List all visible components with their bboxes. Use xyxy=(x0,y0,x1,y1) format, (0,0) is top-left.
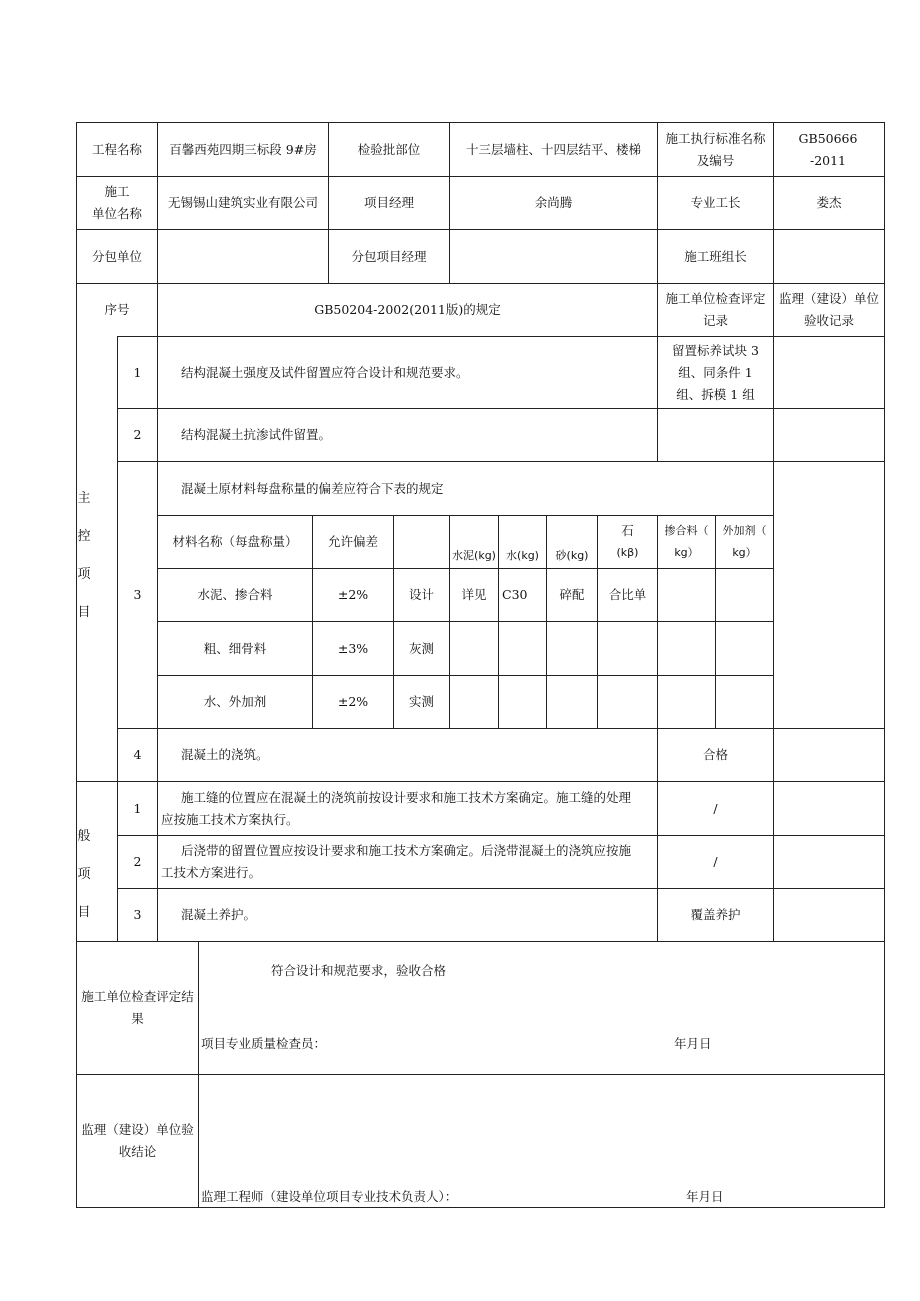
material-row-1-tolerance: ±2% xyxy=(337,587,369,602)
rule xyxy=(198,941,199,1208)
foreman-value: 娄杰 xyxy=(816,195,842,210)
general-item-1-line2: 应按施工技术方案执行。 xyxy=(161,811,299,827)
vertical-char: 项 xyxy=(77,567,91,582)
standard-code-part: GB50666 xyxy=(798,130,858,146)
vertical-char: 控 xyxy=(77,529,91,544)
supervisor-conclusion-label xyxy=(77,1075,198,1207)
main-item-1-supervisor xyxy=(774,337,884,408)
admix-line1: 掺合料（ xyxy=(664,524,709,537)
main-item-3-no: 3 xyxy=(133,587,142,602)
material-row-2-c3: 灰测 xyxy=(408,640,434,656)
general-item-2-line1: 后浇带的留置位置应按设计要求和施工技术方案确定。后浇带混凝土的浇筑应按施 xyxy=(181,843,632,858)
supervisor-date: 年月日 xyxy=(686,1189,724,1204)
team-leader-value xyxy=(774,230,884,283)
project-manager-value: 余尚腾 xyxy=(534,195,573,210)
general-item-3-text: 混凝土养护。 xyxy=(181,907,257,922)
material-header-blank xyxy=(394,516,449,568)
sub-pm-value xyxy=(450,230,657,283)
vertical-char: 目 xyxy=(77,605,91,620)
sub-pm-label: 分包项目经理 xyxy=(351,248,427,264)
standard-code-part: -2011 xyxy=(809,152,847,168)
general-item-2-line2: 工技术方案进行。 xyxy=(161,865,262,880)
contractor-label-line1: 施工 xyxy=(104,184,130,199)
project-name-value: 百馨西苑四期三标段 9#房 xyxy=(169,141,317,157)
project-name-label: 工程名称 xyxy=(91,141,142,157)
team-leader-label: 施工班组长 xyxy=(684,248,747,264)
general-item-1-text xyxy=(158,782,657,835)
main-item-3-text: 混凝土原材料每盘称量的偏差应符合下表的规定 xyxy=(181,480,444,496)
main-item-1-text: 结构混凝土强度及试件留置应符合设计和规范要求。 xyxy=(181,364,469,380)
main-item-2-no: 2 xyxy=(133,427,142,442)
sub-unit-value xyxy=(158,230,328,283)
general-item-3-no: 3 xyxy=(133,907,142,922)
contractor-value: 无锡锡山建筑实业有限公司 xyxy=(167,195,318,210)
stone-line2: (kβ) xyxy=(616,546,639,559)
vertical-char: 目 xyxy=(77,905,91,920)
main-item-4-no: 4 xyxy=(133,747,142,762)
material-header-admixture xyxy=(658,516,715,568)
vertical-char: 般 xyxy=(77,829,91,844)
material-row-1-c7: 合比单 xyxy=(608,587,647,602)
quality-inspector-label: 项目专业质量检查员： xyxy=(201,1036,327,1051)
main-items-label xyxy=(78,480,90,630)
material-header-tolerance: 允许偏差 xyxy=(327,534,378,549)
addit-line1: 外加剂（ xyxy=(722,524,767,537)
material-row-1-c3: 设计 xyxy=(408,587,434,602)
material-header-stone xyxy=(598,516,657,568)
material-row-1-name: 水泥、掺合料 xyxy=(197,587,273,602)
standard-code xyxy=(792,123,864,176)
general-item-3-record: 覆盖养护 xyxy=(690,907,741,922)
material-row-2-tolerance: ±3% xyxy=(337,640,369,656)
supervisor-conclusion-label-line2: 收结论 xyxy=(118,1144,157,1159)
material-row-3-tolerance: ±2% xyxy=(337,694,369,709)
sub-unit-label: 分包单位 xyxy=(91,248,142,264)
standard-label: 施工执行标准名称及编号 xyxy=(665,130,766,168)
spec-header: GB50204-2002(2011版)的规定 xyxy=(314,302,501,317)
general-item-1-record: / xyxy=(713,800,718,816)
material-header-additive xyxy=(716,516,773,568)
seq-header: 序号 xyxy=(104,302,130,317)
supervisor-record-header: 监理（建设）单位验收记录 xyxy=(778,291,879,328)
general-item-1-line1: 施工缝的位置应在混凝土的浇筑前按设计要求和施工技术方案确定。施工缝的处理 xyxy=(181,789,632,805)
vertical-char: 项 xyxy=(77,867,91,882)
material-row-1-c5: C30 xyxy=(502,587,528,602)
material-header-sand: 砂(kg) xyxy=(555,549,589,562)
contractor-conclusion-label-line2: 果 xyxy=(131,1011,144,1026)
material-row-3-name: 水、外加剂 xyxy=(203,694,267,709)
general-item-1-no: 1 xyxy=(133,800,142,816)
stone-line1: 石 xyxy=(621,523,634,538)
main-item-2-record xyxy=(658,409,773,461)
rule xyxy=(884,122,885,1208)
contractor-record-header: 施工单位检查评定记录 xyxy=(665,291,766,328)
batch-part-value: 十三层墙柱、十四层结平、楼梯 xyxy=(465,141,641,157)
material-header-water: 水(kg) xyxy=(506,549,539,562)
project-manager-label: 项目经理 xyxy=(363,195,414,210)
material-header-cement: 水泥(kg) xyxy=(452,549,496,562)
foreman-label: 专业工长 xyxy=(690,195,741,210)
contractor-label xyxy=(77,177,157,229)
batch-part-label: 检验批部位 xyxy=(357,141,421,157)
material-row-2-name: 粗、细骨料 xyxy=(203,640,267,656)
general-item-2-no: 2 xyxy=(133,854,142,869)
contractor-conclusion-text: 符合设计和规范要求，验收合格 xyxy=(271,963,447,978)
contractor-date: 年月日 xyxy=(674,1036,712,1051)
main-item-4-record: 合格 xyxy=(702,747,728,762)
contractor-label-line2: 单位名称 xyxy=(91,206,142,221)
general-item-2-record: / xyxy=(713,854,718,869)
addit-line2: kg） xyxy=(732,546,757,559)
material-row-1-c4: 详见 xyxy=(461,587,487,602)
vertical-char: 主 xyxy=(77,491,91,506)
supervisor-conclusion-label-line1: 监理（建设）单位验 xyxy=(81,1122,194,1137)
material-header-name: 材料名称（每盘称量） xyxy=(172,534,298,549)
admix-line2: kg） xyxy=(674,546,699,559)
contractor-conclusion-label-line1: 施工单位检查评定结 xyxy=(81,989,194,1004)
supervising-engineer-label: 监理工程师（建设单位项目专业技术负责人）： xyxy=(201,1189,458,1204)
main-item-2-text: 结构混凝土抗渗试件留置。 xyxy=(181,427,332,442)
main-item-1-record: 留置标养试块 3 组、同条件 1 组、拆模 1 组 xyxy=(672,342,759,402)
main-item-4-text: 混凝土的浇筑。 xyxy=(181,747,269,762)
main-item-1-no: 1 xyxy=(133,364,142,380)
contractor-conclusion-label xyxy=(77,942,198,1074)
material-row-1-c6: 碎配 xyxy=(559,587,585,602)
general-items-label xyxy=(78,818,90,933)
general-item-2-text xyxy=(158,836,657,888)
material-row-3-c3: 实测 xyxy=(408,694,434,709)
